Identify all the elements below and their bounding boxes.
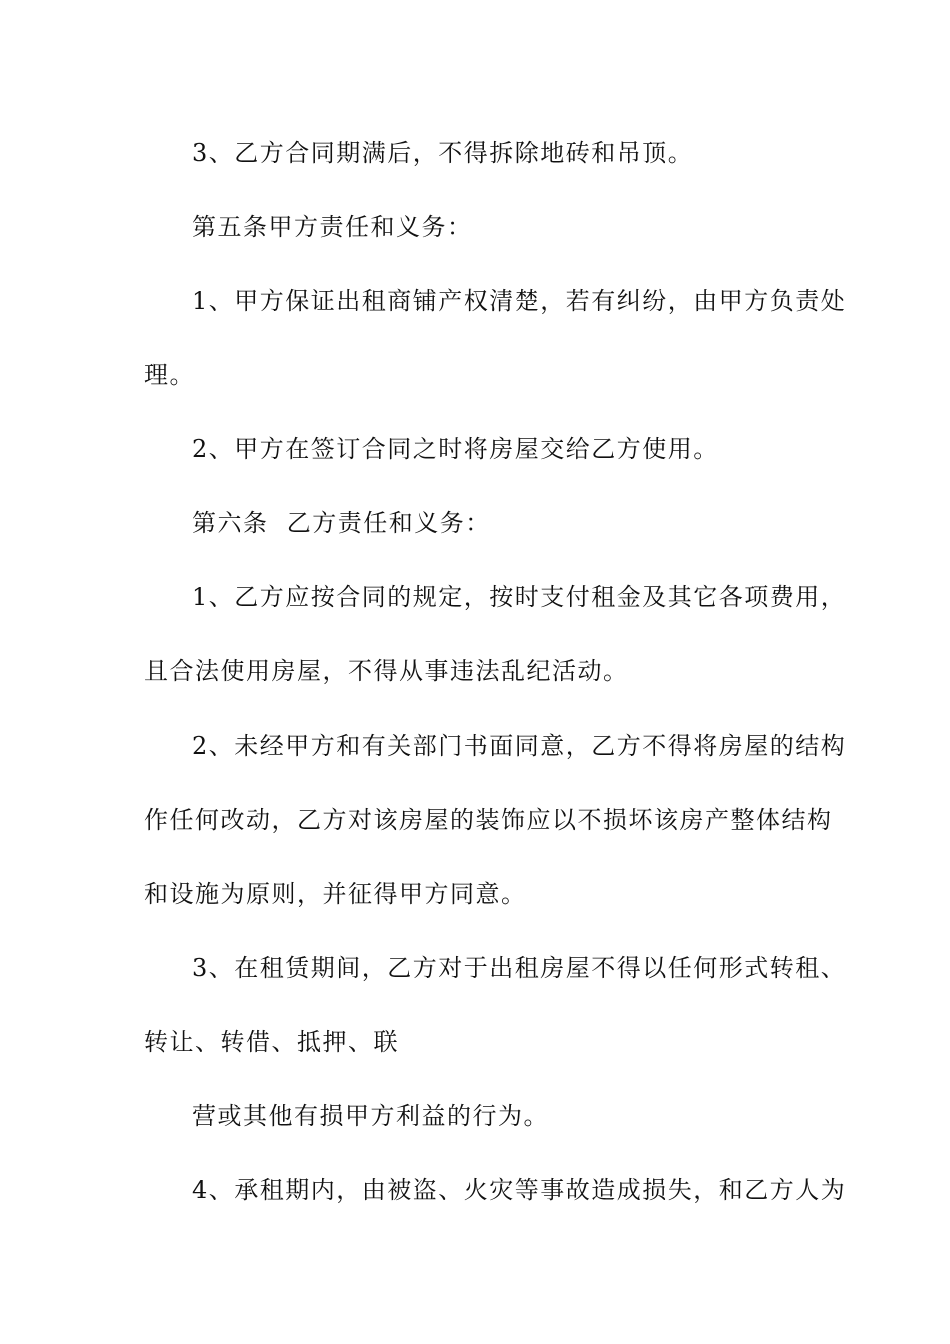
paragraph-line-7: 1、乙方应按合同的规定，按时支付租金及其它各项费用， [192, 583, 847, 611]
paragraph-line-8: 且合法使用房屋，不得从事违法乱纪活动。 [144, 657, 629, 685]
paragraph-line-2: 第五条甲方责任和义务： [192, 213, 473, 241]
paragraph-line-1: 3、乙方合同期满后，不得拆除地砖和吊顶。 [192, 139, 694, 167]
paragraph-line-4: 理。 [144, 361, 195, 389]
paragraph-line-10: 作任何改动，乙方对该房屋的装饰应以不损坏该房产整体结构 [144, 806, 833, 834]
paragraph-line-14: 营或其他有损甲方利益的行为。 [192, 1102, 549, 1130]
paragraph-line-11: 和设施为原则，并征得甲方同意。 [144, 880, 527, 908]
paragraph-line-15: 4、承租期内，由被盗、火灾等事故造成损失，和乙方人为 [192, 1176, 847, 1204]
paragraph-line-12: 3、在租赁期间，乙方对于出租房屋不得以任何形式转租、 [192, 954, 847, 982]
paragraph-line-9: 2、未经甲方和有关部门书面同意，乙方不得将房屋的结构 [192, 732, 847, 760]
paragraph-line-13: 转让、转借、抵押、联 [144, 1028, 399, 1056]
paragraph-line-3: 1、甲方保证出租商铺产权清楚，若有纠纷，由甲方负责处 [192, 287, 847, 315]
paragraph-line-6: 第六条 乙方责任和义务： [192, 509, 491, 537]
paragraph-line-5: 2、甲方在签订合同之时将房屋交给乙方使用。 [192, 435, 719, 463]
